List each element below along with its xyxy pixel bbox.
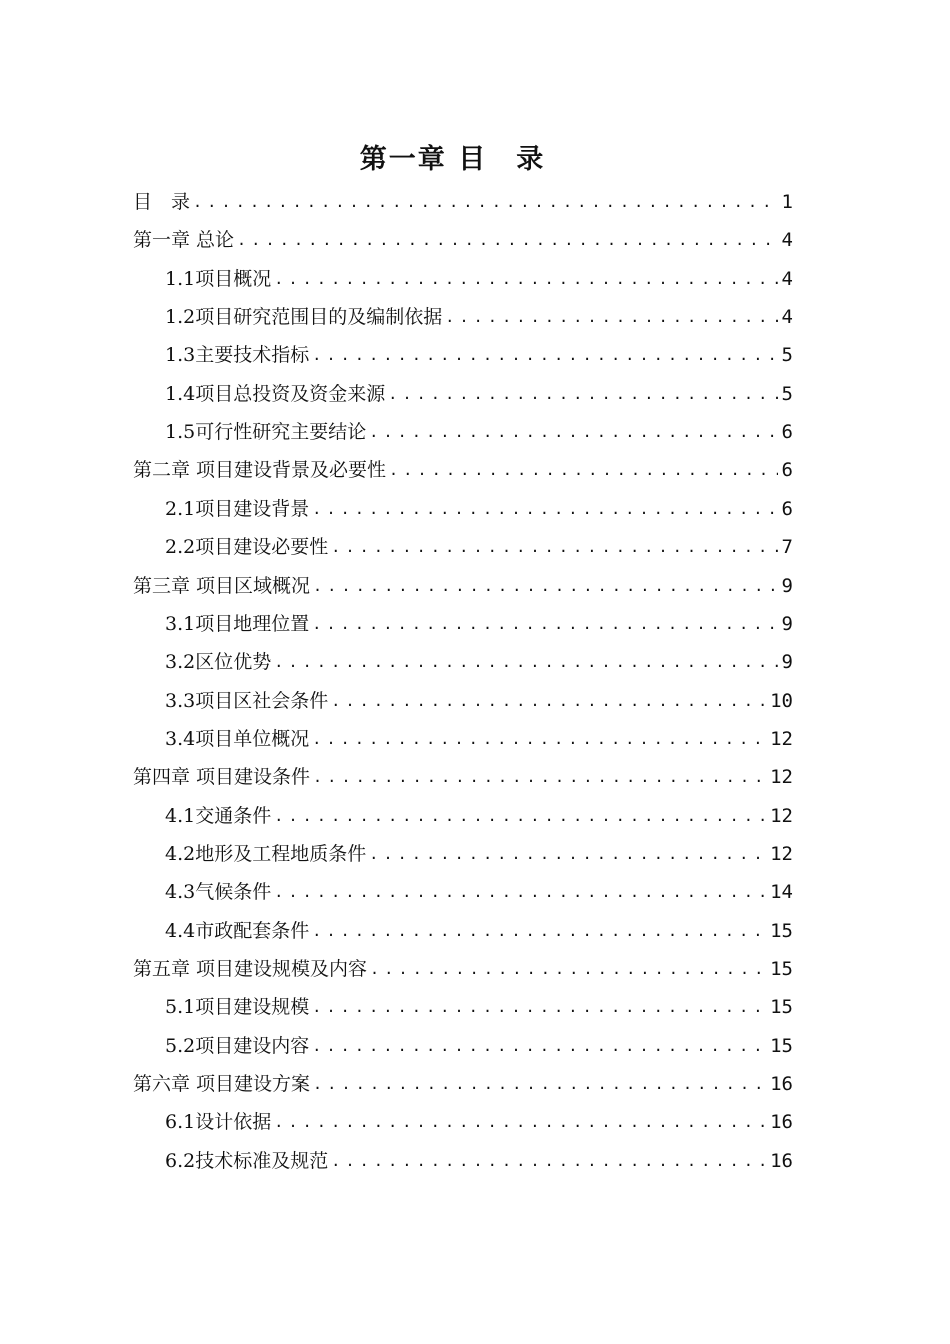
dot-leader xyxy=(313,567,778,605)
dot-leader xyxy=(369,413,777,451)
toc-page-number: 9 xyxy=(781,651,793,674)
toc-section-entry[interactable] xyxy=(0,375,950,413)
toc-page-number: 4 xyxy=(781,267,793,290)
toc-section-entry[interactable] xyxy=(0,298,950,336)
toc-entry-label: 4.4市政配套条件 xyxy=(165,919,310,942)
dot-leader xyxy=(312,490,777,528)
dot-leader xyxy=(370,950,766,988)
toc-entry-label: 1.2项目研究范围目的及编制依据 xyxy=(165,306,443,329)
toc-entry-label: 第三章 项目区域概况 xyxy=(133,574,311,597)
toc-row xyxy=(165,605,793,643)
toc-row xyxy=(133,950,793,988)
toc-row xyxy=(165,528,793,566)
toc-entry-label: 4.1交通条件 xyxy=(165,804,272,827)
toc-page-number: 15 xyxy=(770,919,793,942)
toc-chapter-entry[interactable] xyxy=(0,183,950,221)
toc-page-number: 6 xyxy=(781,459,793,482)
dot-leader xyxy=(445,298,777,336)
toc-entry-label: 2.1项目建设背景 xyxy=(165,497,310,520)
toc-page-number: 9 xyxy=(781,574,793,597)
toc-chapter-entry[interactable] xyxy=(0,567,950,605)
toc-section-entry[interactable] xyxy=(0,1027,950,1065)
dot-leader xyxy=(312,336,777,374)
toc-page-number: 15 xyxy=(770,996,793,1019)
toc-section-entry[interactable] xyxy=(0,835,950,873)
toc-row xyxy=(133,567,793,605)
toc-page-number: 9 xyxy=(781,612,793,635)
toc-entry-label: 6.2技术标准及规范 xyxy=(165,1149,329,1172)
toc-section-entry[interactable] xyxy=(0,413,950,451)
toc-section-entry[interactable] xyxy=(0,682,950,720)
dot-leader xyxy=(331,682,766,720)
dot-leader xyxy=(331,528,777,566)
toc-page-number: 12 xyxy=(770,842,793,865)
toc-row xyxy=(165,643,793,681)
dot-leader xyxy=(312,720,766,758)
toc-page-number: 12 xyxy=(770,766,793,789)
toc-entry-label: 第五章 项目建设规模及内容 xyxy=(133,958,368,980)
toc-page-number: 12 xyxy=(770,727,793,750)
toc-page-number: 5 xyxy=(781,382,793,405)
toc-page-number: 14 xyxy=(770,881,793,904)
toc-row xyxy=(133,451,793,489)
toc-page-number: 6 xyxy=(781,421,793,444)
toc-row xyxy=(133,183,793,221)
dot-leader xyxy=(369,835,766,873)
toc-row xyxy=(165,1027,793,1065)
toc-section-entry[interactable] xyxy=(0,797,950,835)
toc-row xyxy=(133,1065,793,1103)
dot-leader xyxy=(313,1065,766,1103)
toc-page-number: 16 xyxy=(770,1073,793,1096)
toc-page-number: 1 xyxy=(781,191,793,213)
dot-leader xyxy=(388,375,777,413)
toc-page-number: 16 xyxy=(770,1111,793,1134)
toc-section-entry[interactable] xyxy=(0,336,950,374)
dot-leader xyxy=(312,605,777,643)
toc-row xyxy=(165,490,793,528)
toc-entry-label: 2.2项目建设必要性 xyxy=(165,536,329,559)
toc-page-number: 15 xyxy=(770,1034,793,1057)
dot-leader xyxy=(274,260,777,298)
dot-leader xyxy=(312,912,766,950)
toc-page-number: 5 xyxy=(781,344,793,367)
toc-section-entry[interactable] xyxy=(0,988,950,1026)
toc-row xyxy=(165,413,793,451)
toc-row xyxy=(165,375,793,413)
dot-leader xyxy=(389,451,778,489)
toc-row xyxy=(165,298,793,336)
toc-entry-label: 3.4项目单位概况 xyxy=(165,727,310,750)
toc-row xyxy=(165,336,793,374)
toc-page-number: 16 xyxy=(770,1149,793,1172)
toc-entry-label: 3.1项目地理位置 xyxy=(165,612,310,635)
dot-leader xyxy=(193,183,778,221)
toc-entry-label: 目 录 xyxy=(133,191,191,213)
dot-leader xyxy=(237,221,778,259)
toc-row xyxy=(165,720,793,758)
toc-section-entry[interactable] xyxy=(0,1142,950,1180)
toc-section-entry[interactable] xyxy=(0,643,950,681)
toc-entry-label: 4.2地形及工程地质条件 xyxy=(165,842,367,865)
toc-chapter-entry[interactable] xyxy=(0,1065,950,1103)
toc-row xyxy=(133,758,793,796)
toc-chapter-entry[interactable] xyxy=(0,221,950,259)
toc-page-number: 15 xyxy=(770,958,793,980)
dot-leader xyxy=(312,1027,766,1065)
toc-row xyxy=(165,797,793,835)
toc-entry-label: 5.1项目建设规模 xyxy=(165,996,310,1019)
toc-row xyxy=(165,988,793,1026)
toc-section-entry[interactable] xyxy=(0,605,950,643)
dot-leader xyxy=(312,988,766,1026)
toc-entry-label: 4.3气候条件 xyxy=(165,881,272,904)
toc-page-number: 4 xyxy=(781,306,793,329)
toc-row xyxy=(165,1142,793,1180)
toc-entry-label: 1.1项目概况 xyxy=(165,267,272,290)
toc-entry-label: 第二章 项目建设背景及必要性 xyxy=(133,459,387,482)
toc-row xyxy=(165,912,793,950)
toc-entry-label: 3.2区位优势 xyxy=(165,651,272,674)
dot-leader xyxy=(313,758,766,796)
toc-section-entry[interactable] xyxy=(0,912,950,950)
toc-entry-label: 第四章 项目建设条件 xyxy=(133,766,311,789)
toc-entry-label: 5.2项目建设内容 xyxy=(165,1034,310,1057)
toc-entry-label: 第一章 总论 xyxy=(133,229,235,252)
toc-title: 第一章 目 录 xyxy=(359,144,546,175)
toc-entry-label: 1.5可行性研究主要结论 xyxy=(165,421,367,444)
toc-section-entry[interactable] xyxy=(0,1103,950,1141)
toc-page-number: 4 xyxy=(781,229,793,252)
toc-row xyxy=(165,873,793,911)
dot-leader xyxy=(331,1142,766,1180)
toc-page-number: 10 xyxy=(770,689,793,712)
toc-row xyxy=(133,221,793,259)
toc-page-number: 7 xyxy=(781,536,793,559)
toc-page-number: 12 xyxy=(770,804,793,827)
toc-entry-label: 1.4项目总投资及资金来源 xyxy=(165,382,386,405)
toc-section-entry[interactable] xyxy=(0,873,950,911)
toc-entry-label: 1.3主要技术指标 xyxy=(165,344,310,367)
toc-entry-label: 3.3项目区社会条件 xyxy=(165,689,329,712)
dot-leader xyxy=(274,797,766,835)
toc-row xyxy=(165,835,793,873)
toc-section-entry[interactable] xyxy=(0,260,950,298)
dot-leader xyxy=(274,873,766,911)
toc-chapter-entry[interactable] xyxy=(0,758,950,796)
toc-section-entry[interactable] xyxy=(0,490,950,528)
toc-chapter-entry[interactable] xyxy=(0,451,950,489)
toc-page-number: 6 xyxy=(781,497,793,520)
toc-row xyxy=(165,260,793,298)
dot-leader xyxy=(274,643,777,681)
toc-section-entry[interactable] xyxy=(0,720,950,758)
dot-leader xyxy=(274,1103,766,1141)
toc-entry-label: 6.1设计依据 xyxy=(165,1111,272,1134)
toc-row xyxy=(165,1103,793,1141)
toc-section-entry[interactable] xyxy=(0,528,950,566)
toc-chapter-entry[interactable] xyxy=(0,950,950,988)
toc-entry-label: 第六章 项目建设方案 xyxy=(133,1073,311,1096)
toc-row xyxy=(165,682,793,720)
